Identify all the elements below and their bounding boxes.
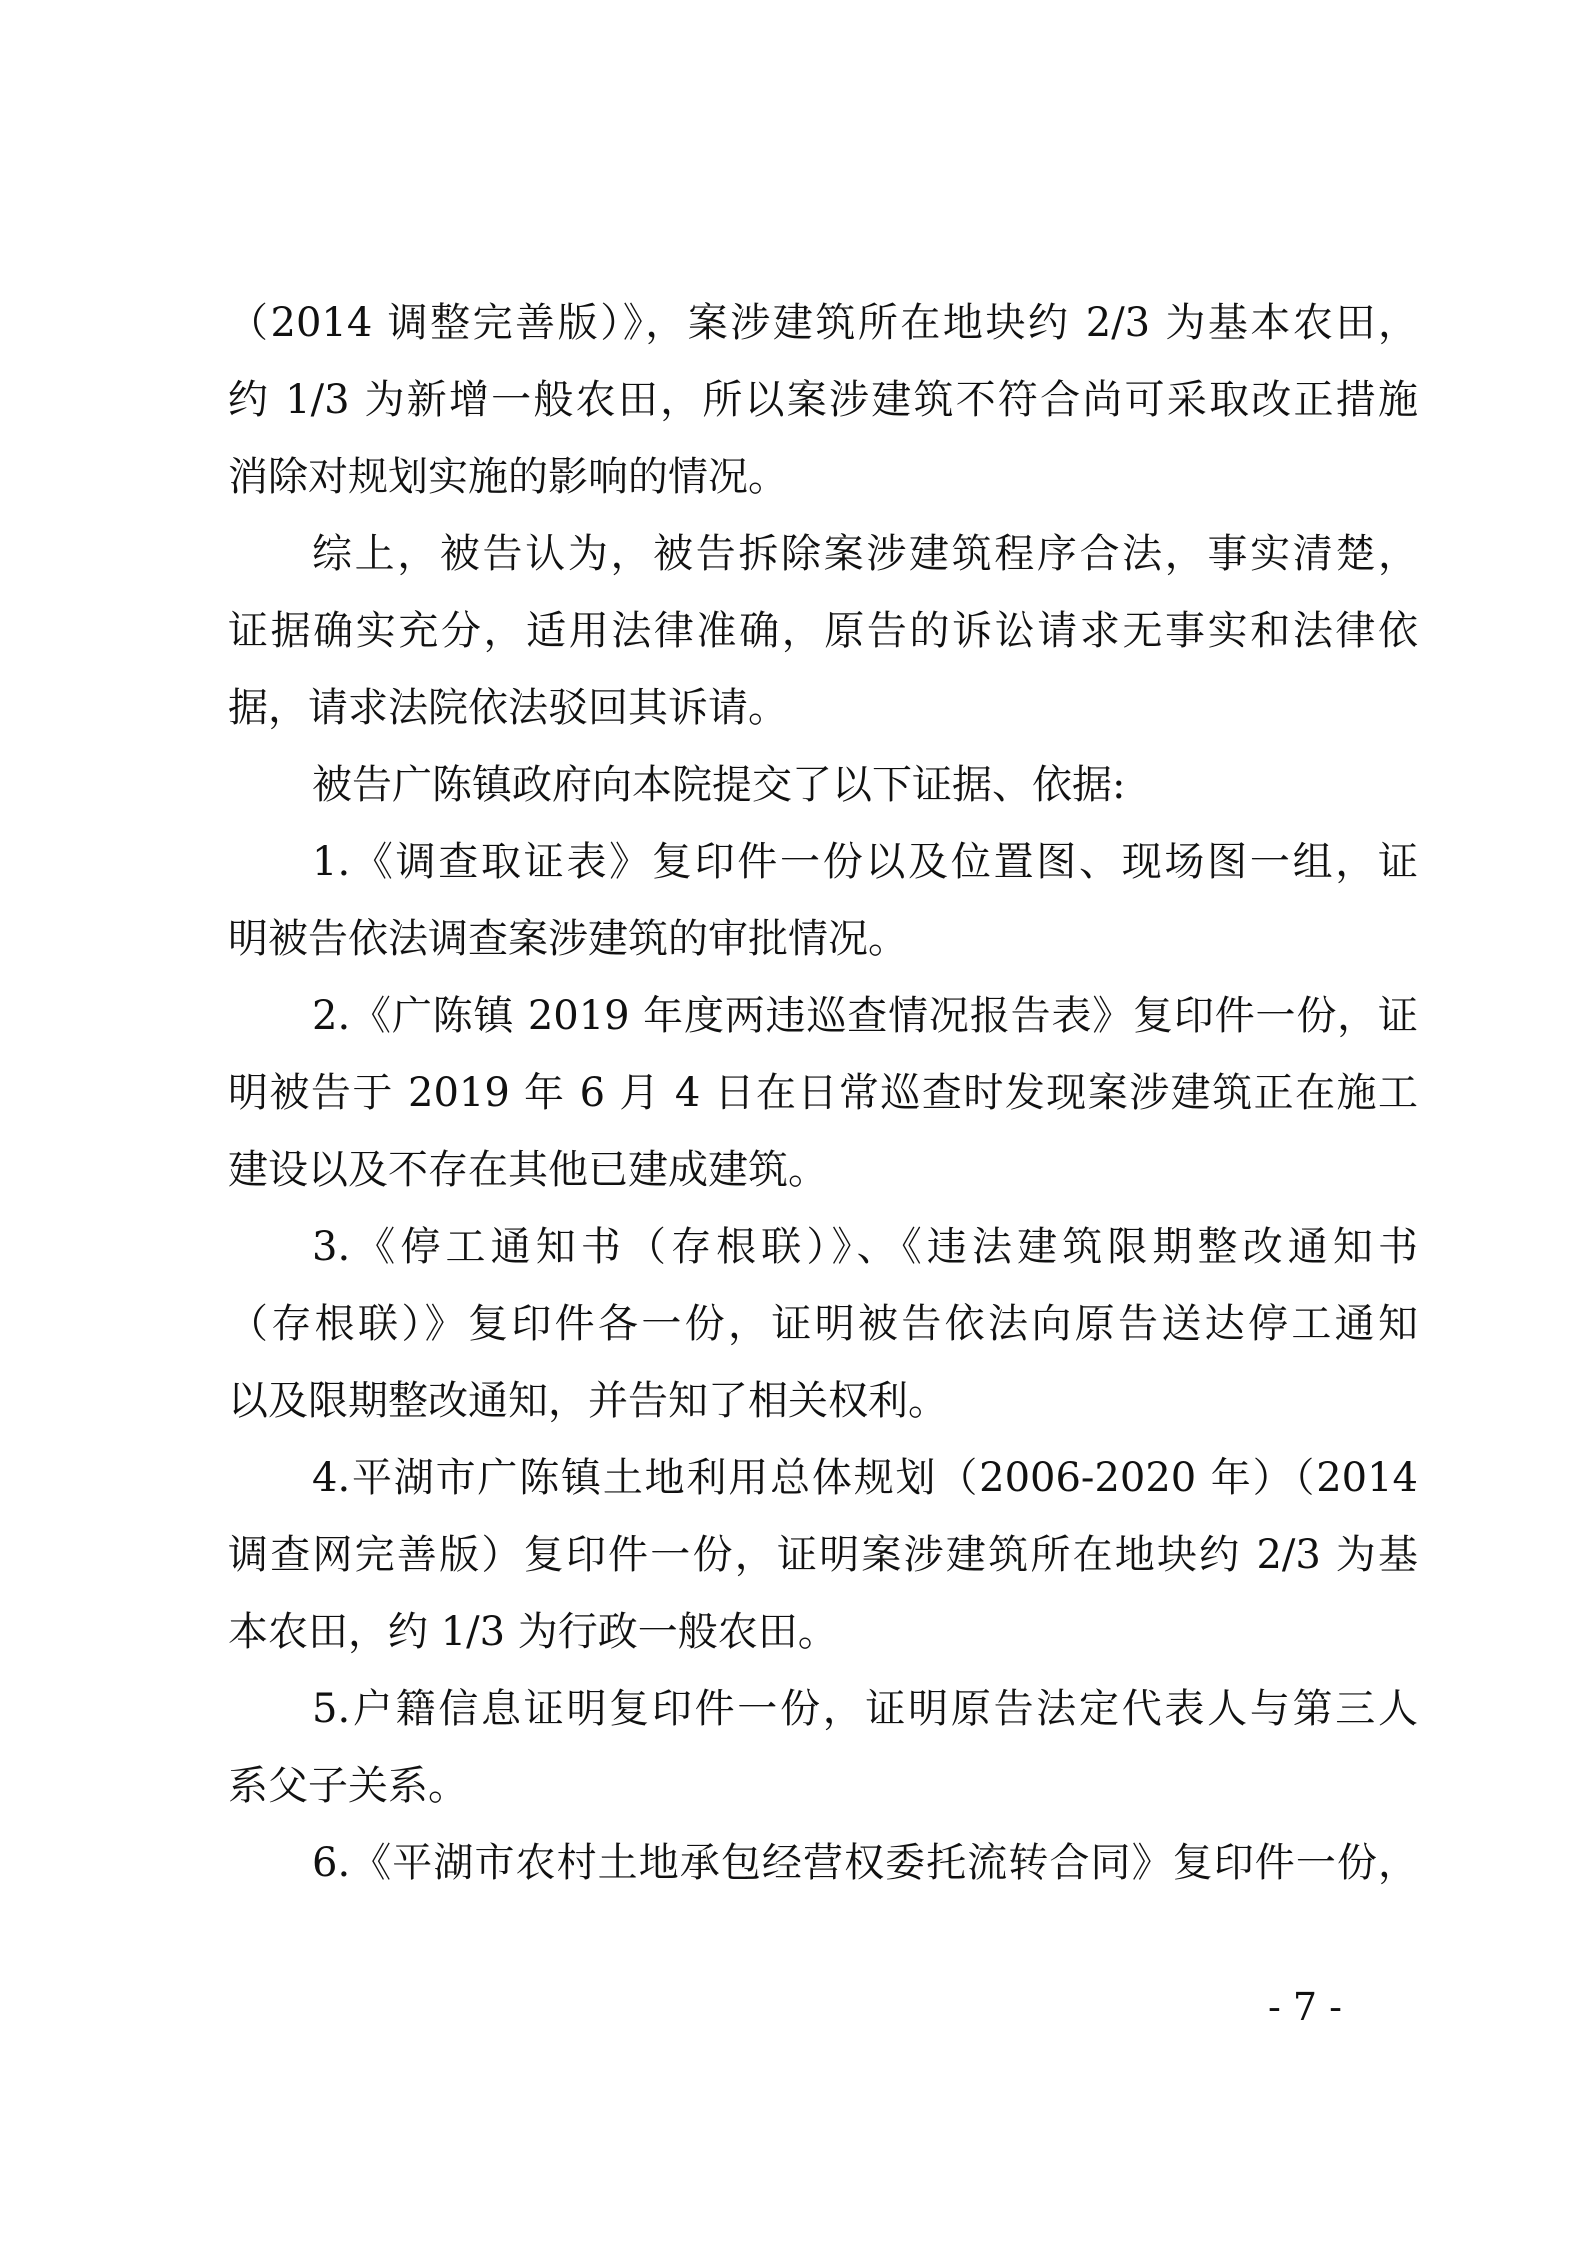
text-line: 调查网完善版）复印件一份，证明案涉建筑所在地块约 2/3 为基 <box>228 1532 1418 1578</box>
text-line: 建设以及不存在其他已建成建筑。 <box>228 1147 828 1193</box>
document-body <box>228 285 1418 1902</box>
page-number: - 7 - <box>1268 1985 1343 2029</box>
text-line: 明被告于 2019 年 6 月 4 日在日常巡查时发现案涉建筑正在施工 <box>228 1070 1418 1116</box>
paragraph-first-line: 综上，被告认为，被告拆除案涉建筑程序合法，事实清楚， <box>312 531 1418 577</box>
text-line: 消除对规划实施的影响的情况。 <box>228 454 788 500</box>
evidence-item-2: 2.《广陈镇 2019 年度两违巡查情况报告表》复印件一份，证 <box>312 993 1418 1039</box>
text-line: 明被告依法调查案涉建筑的审批情况。 <box>228 916 908 962</box>
text-line: （存根联）》复印件各一份，证明被告依法向原告送达停工通知 <box>228 1301 1418 1347</box>
evidence-item-3: 3.《停工通知书（存根联）》、《违法建筑限期整改通知书 <box>312 1224 1418 1270</box>
evidence-item-4: 4.平湖市广陈镇土地利用总体规划（2006-2020 年）（2014 <box>312 1455 1418 1501</box>
text-line: 据，请求法院依法驳回其诉请。 <box>228 685 788 731</box>
paragraph-first-line: 被告广陈镇政府向本院提交了以下证据、依据: <box>312 762 1126 808</box>
text-line: 本农田，约 1/3 为行政一般农田。 <box>228 1609 838 1655</box>
text-line: 系父子关系。 <box>228 1763 468 1809</box>
text-line: （2014 调整完善版）》，案涉建筑所在地块约 2/3 为基本农田， <box>228 300 1418 346</box>
evidence-item-6: 6.《平湖市农村土地承包经营权委托流转合同》复印件一份， <box>312 1840 1418 1886</box>
text-line: 约 1/3 为新增一般农田，所以案涉建筑不符合尚可采取改正措施 <box>228 377 1418 423</box>
text-line: 证据确实充分，适用法律准确，原告的诉讼请求无事实和法律依 <box>228 608 1418 654</box>
evidence-item-1: 1.《调查取证表》复印件一份以及位置图、现场图一组，证 <box>312 839 1418 885</box>
text-line: 以及限期整改通知，并告知了相关权利。 <box>228 1378 948 1424</box>
evidence-item-5: 5.户籍信息证明复印件一份，证明原告法定代表人与第三人 <box>312 1686 1418 1732</box>
